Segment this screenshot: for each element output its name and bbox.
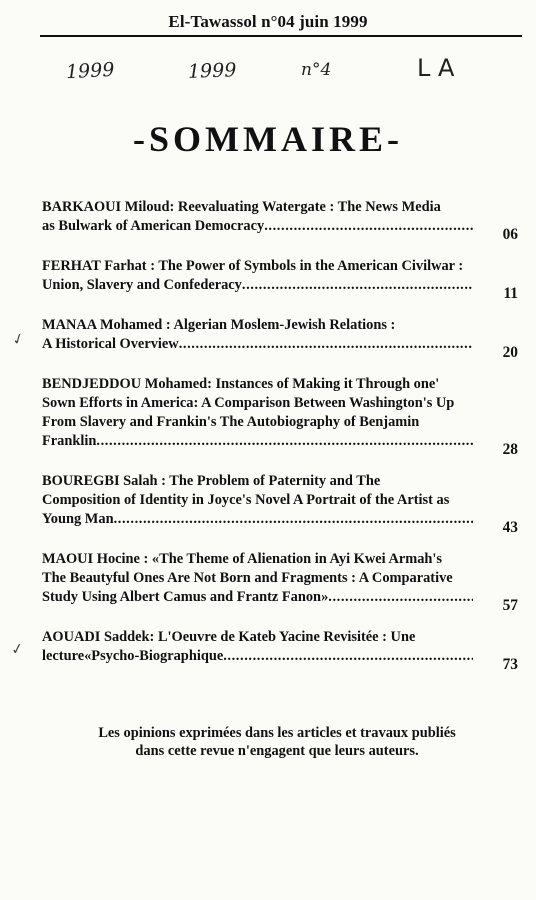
disclaimer-line: Les opinions exprimées dans les articles et travaux publiés (98, 725, 456, 741)
toc-entry-text (42, 316, 473, 354)
page-title: -SOMMAIRE- (133, 119, 403, 160)
toc-entry-line: Union, Slavery and Confederacy (42, 277, 242, 293)
toc-entry-line: Sown Efforts in America: A Comparison Between Washington's Up (42, 395, 455, 411)
dot-leader (223, 647, 473, 666)
running-header: El-Tawassol n°04 juin 1999 (168, 12, 368, 31)
dot-leader (242, 276, 473, 295)
toc-page-number: 11 (503, 285, 518, 302)
toc-entry[interactable] (42, 550, 520, 614)
toc-entry-line: Franklin (42, 433, 97, 449)
dot-leader (264, 217, 473, 236)
toc-entry-line: as Bulwark of American Democracy (42, 218, 265, 234)
toc-entry-text (42, 628, 473, 666)
toc-entry-last-line (42, 276, 473, 295)
toc-entry-text (42, 550, 473, 607)
toc-page-number: 57 (502, 597, 518, 614)
toc-page-number: 43 (502, 519, 518, 536)
toc-entry-line: The Beautyful Ones Are Not Born and Fragments : A Comparative (42, 570, 453, 586)
toc-entry-last-line (42, 432, 473, 451)
toc-entry-last-line (42, 217, 473, 236)
toc-entry[interactable] (42, 472, 520, 536)
toc-entry-line: FERHAT Farhat : The Power of Symbols in the American Civilwar : (42, 258, 464, 274)
toc-entry-line: lecture«Psycho-Biographique (42, 648, 224, 664)
table-of-contents (42, 198, 520, 687)
toc-entry-line: A Historical Overview (42, 336, 179, 352)
toc-entry-text (42, 375, 473, 451)
margin-check-mark: ✓ (9, 328, 28, 350)
toc-entry-last-line (42, 588, 473, 607)
toc-entry-text (42, 198, 473, 236)
toc-entry-line: BARKAOUI Miloud: Reevaluating Watergate : The News Media (42, 199, 441, 215)
toc-entry[interactable] (42, 198, 520, 243)
handwritten-note: 1999 (65, 58, 115, 84)
dot-leader (114, 510, 473, 529)
toc-page-number: 28 (502, 441, 518, 458)
toc-entry-last-line (42, 647, 473, 666)
dot-leader (179, 335, 473, 354)
toc-entry-line: MANAA Mohamed : Algerian Moslem-Jewish Relations : (42, 317, 396, 333)
disclaimer-line: dans cette revue n'engagent que leurs auteurs. (135, 743, 419, 759)
toc-entry-line: Study Using Albert Camus and Frantz Fanon» (42, 589, 329, 605)
toc-entry[interactable] (42, 375, 520, 458)
toc-page-number: 20 (502, 344, 518, 361)
toc-entry[interactable] (42, 316, 520, 361)
margin-check-mark: ✓ (9, 639, 26, 659)
toc-entry-text (42, 257, 473, 295)
toc-page-number: 73 (502, 656, 518, 673)
dot-leader (96, 432, 473, 451)
toc-entry[interactable] (42, 628, 520, 673)
toc-entry-last-line (42, 335, 473, 354)
toc-entry[interactable] (42, 257, 520, 302)
disclaimer-note (60, 724, 494, 760)
toc-entry-line: BENDJEDDOU Mohamed: Instances of Making it Through one' (42, 376, 440, 392)
toc-entry-line: Young Man (42, 511, 114, 527)
toc-entry-line: Composition of Identity in Joyce's Novel A Portrait of the Artist as (42, 492, 450, 508)
handwritten-note: n°4 (301, 60, 332, 80)
toc-entry-last-line (42, 510, 473, 529)
toc-entry-line: BOUREGBI Salah : The Problem of Paternity and The (42, 473, 381, 489)
dot-leader (328, 588, 473, 607)
toc-entry-line: AOUADI Saddek: L'Oeuvre de Kateb Yacine Revisitée : Une (42, 629, 416, 645)
handwritten-note: L A (417, 54, 455, 82)
header-rule (40, 35, 522, 37)
toc-entry-line: MAOUI Hocine : «The Theme of Alienation in Ayi Kwei Armah's (42, 551, 443, 567)
toc-page-number: 06 (502, 226, 518, 243)
toc-entry-line: From Slavery and Frankin's The Autobiography of Benjamin (42, 414, 420, 430)
handwritten-note: 1999 (187, 59, 237, 83)
toc-entry-text (42, 472, 473, 529)
